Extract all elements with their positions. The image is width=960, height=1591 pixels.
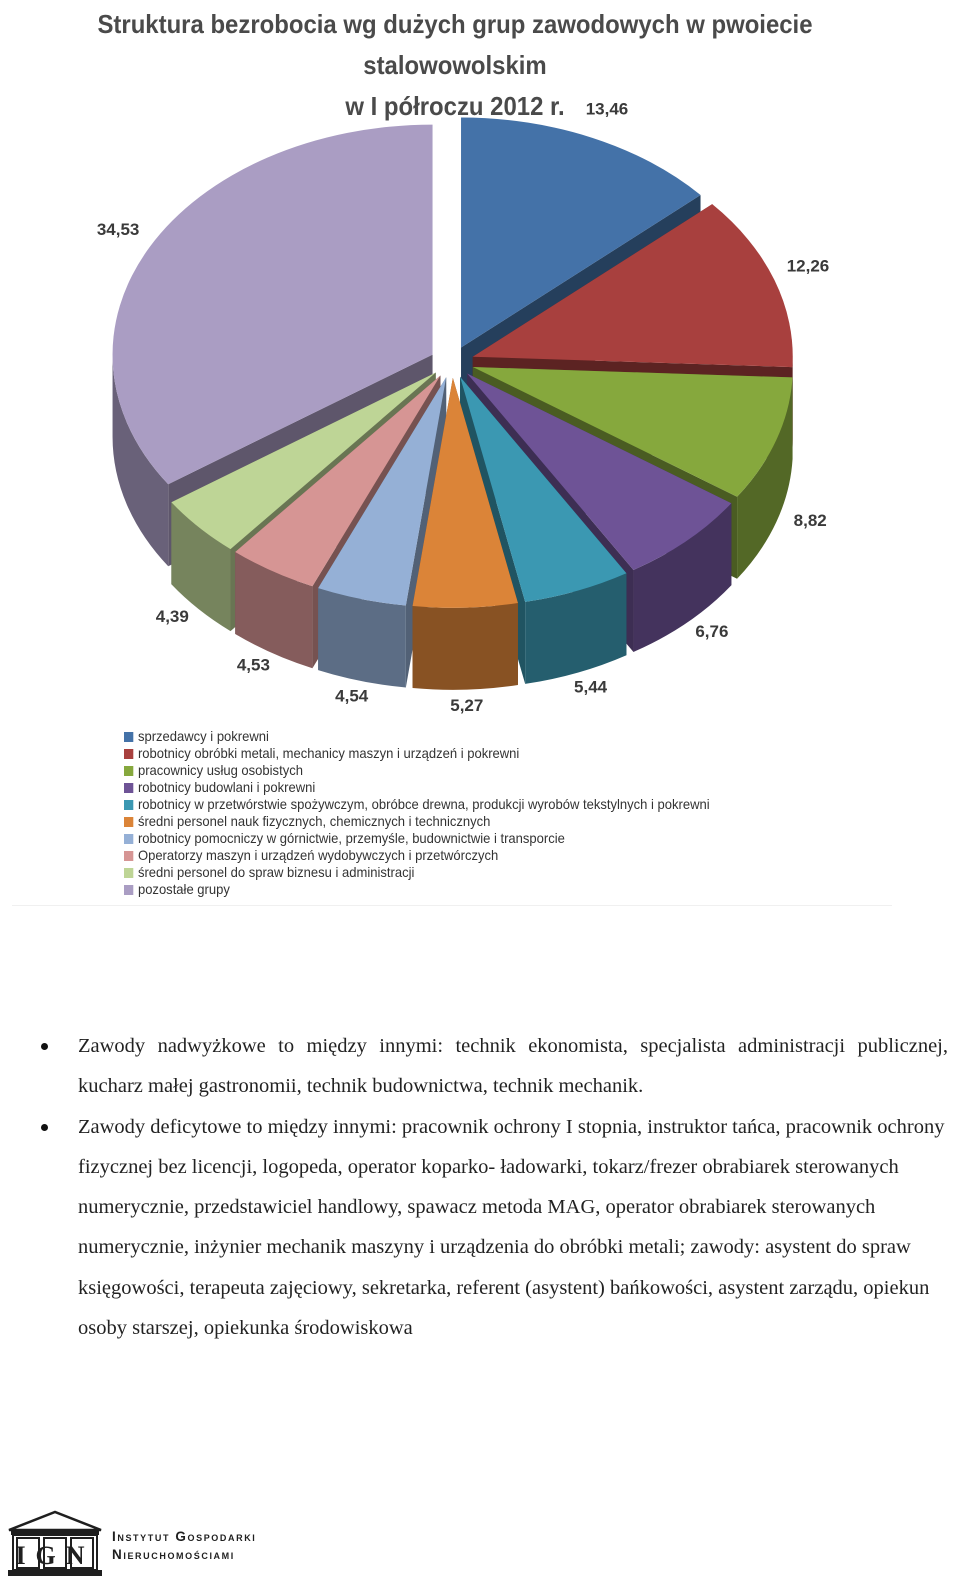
legend-label-9: pozostałe grupy bbox=[137, 881, 230, 897]
legend-swatch-9 bbox=[124, 885, 133, 895]
slice-3-value-label: 6,76 bbox=[695, 621, 729, 641]
legend-swatch-5 bbox=[124, 817, 133, 827]
legend-label-1: robotnicy obróbki metali, mechanicy maszyn i urządzeń i pokrewni bbox=[137, 745, 520, 761]
legend-swatch-7 bbox=[124, 851, 133, 861]
pie-chart bbox=[0, 0, 960, 720]
legend-item-1 bbox=[124, 745, 710, 762]
bullet-item-surplus: Zawody nadwyżkowe to między innymi: technik ekonomista, specjalista administracji publicznej, kucharz małej gastronomii, technik budownictwa, technik mechanik. bbox=[38, 1026, 948, 1107]
slice-9-value-label: 34,53 bbox=[96, 220, 140, 240]
slice-7-value-label: 4,53 bbox=[236, 655, 270, 675]
slice-2-value-label: 8,82 bbox=[793, 510, 827, 530]
legend-item-8 bbox=[124, 864, 710, 881]
legend-swatch-0 bbox=[124, 732, 133, 742]
slice-1-value-label: 12,26 bbox=[786, 256, 830, 276]
legend-swatch-1 bbox=[124, 749, 133, 759]
chart-title-line-1: Struktura bezrobocia wg dużych grup zawodowych w pwoiecie stalowowolskim bbox=[97, 9, 813, 80]
chart-frame-rule bbox=[12, 905, 892, 906]
legend-item-6 bbox=[124, 830, 710, 847]
logo-line-1: Instytut Gospodarki bbox=[112, 1529, 257, 1544]
legend-label-5: średni personel nauk fizycznych, chemicznych i technicznych bbox=[137, 813, 491, 829]
legend-swatch-2 bbox=[124, 766, 133, 776]
legend-swatch-6 bbox=[124, 834, 133, 844]
legend-label-3: robotnicy budowlani i pokrewni bbox=[137, 779, 316, 795]
building-icon bbox=[8, 1512, 102, 1576]
slice-8-value-label: 4,39 bbox=[155, 607, 189, 627]
svg-text:IGN: IGN bbox=[15, 1541, 95, 1570]
logo-line-2: Nieruchomościami bbox=[112, 1547, 235, 1562]
bullet-list bbox=[38, 1026, 948, 1348]
slice-0-value-label: 13,46 bbox=[585, 99, 629, 119]
legend-item-4 bbox=[124, 796, 710, 813]
legend-swatch-8 bbox=[124, 868, 133, 878]
legend-item-7 bbox=[124, 847, 710, 864]
bullet-item-deficit: Zawody deficytowe to między innymi: pracownik ochrony I stopnia, instruktor tańca, pracownik ochrony fizycznej bez licencji, logopeda, operator koparko- ładowarki, tokarz/frezer obrabiarek sterowanych numerycznie, przedstawiciel handlowy, spawacz metoda MAG, operator obrabiarek sterowanych numerycznie, inżynier mechanik maszyny i urządzenia do obróbki metali; zawody: asystent do spraw księgowości, terapeuta zajęciowy, sekretarka, referent (asystent) bańkowości, asystent zarządu, opiekun osoby starszej, opiekunka środowiskowa bbox=[38, 1107, 948, 1349]
slice-5-outer-wall bbox=[413, 603, 518, 690]
chart-title-line-2: w I półroczu 2012 r. bbox=[345, 91, 565, 121]
legend-item-3 bbox=[124, 779, 710, 796]
legend-item-9 bbox=[124, 881, 710, 898]
slice-6-value-label: 4,54 bbox=[335, 686, 369, 706]
legend-label-0: sprzedawcy i pokrewni bbox=[137, 728, 269, 744]
legend-label-4: robotnicy w przetwórstwie spożywczym, obróbce drewna, produkcji wyrobów tekstylnych i pokrewni bbox=[137, 796, 710, 812]
legend-label-7: Operatorzy maszyn i urządzeń wydobywczych i przetwórczych bbox=[137, 847, 499, 863]
legend-swatch-4 bbox=[124, 800, 133, 810]
legend-item-5 bbox=[124, 813, 710, 830]
legend-swatch-3 bbox=[124, 783, 133, 793]
legend-item-0 bbox=[124, 728, 710, 745]
slice-4-value-label: 5,44 bbox=[574, 677, 608, 697]
chart-legend bbox=[124, 728, 710, 898]
legend-label-6: robotnicy pomocniczy w górnictwie, przemyśle, budownictwie i transporcie bbox=[137, 830, 565, 846]
legend-label-2: pracownicy usług osobistych bbox=[137, 762, 303, 778]
slice-5-value-label: 5,27 bbox=[450, 696, 484, 716]
legend-item-2 bbox=[124, 762, 710, 779]
logo-text bbox=[112, 1528, 256, 1564]
legend-label-8: średni personel do spraw biznesu i administracji bbox=[137, 864, 415, 880]
pie-tops bbox=[113, 118, 793, 608]
